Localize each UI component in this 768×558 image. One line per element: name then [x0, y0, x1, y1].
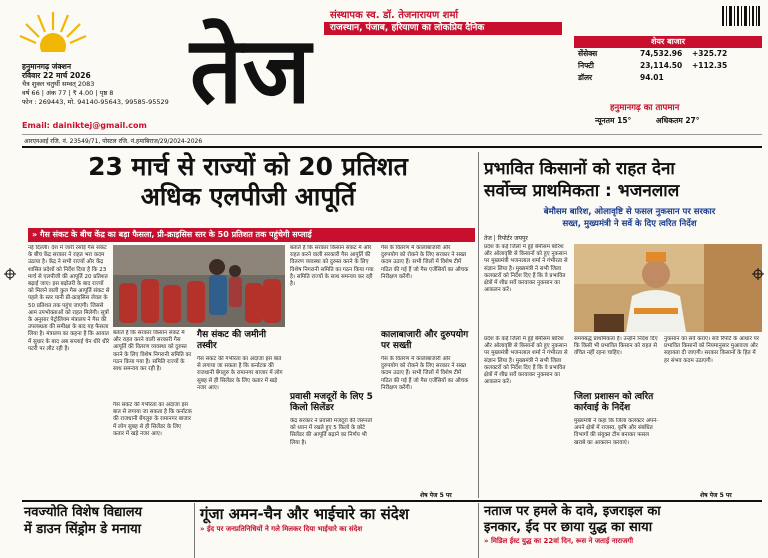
market-label: निफ्टी — [578, 61, 594, 70]
bottom-story-3 — [484, 504, 764, 546]
lead-headline — [28, 152, 468, 212]
lpg-cylinders-photo — [113, 245, 285, 327]
bottom-story-3-strap: » मिडिल ईस्ट युद्ध का 22वां दिन, रूस ने जताई नाराजगी — [484, 537, 634, 545]
story2-column-2: समयबद्ध प्राथमिकता है। उन्होंने निर्देश दिए कि किसी भी प्रभावित किसान को राहत से वंचित नहीं रहना चाहिए। — [574, 336, 658, 357]
temp-min: न्यूनतम 15° — [595, 116, 632, 125]
story2-strap-2: सख्त, मुख्यमंत्री ने सर्वे के दिए त्वरित निर्देश — [562, 219, 697, 229]
story2-column-2b: मुख्यमंत्री ने कहा कि जिला कलक्टर अपने-अपने क्षेत्रों में राजस्व, कृषि और संबंधित विभागों की संयुक्त टीम बनाकर फसल खराबे का आकलन करवाएं। — [574, 418, 659, 446]
bottom-story-2-headline: गूंजा अमन-चैन और भाईचारे का संदेश — [200, 505, 409, 523]
bottom-story-2 — [200, 504, 475, 534]
lead-headline-line-2: अधिक एलपीजी आपूर्ति — [140, 182, 356, 211]
temperature-box — [595, 116, 745, 127]
sub-headline-migrant: प्रवासी मजदूरों के लिए 5 किलो सिलेंडर — [290, 392, 373, 413]
photo-caption: गैस संकट की जमीनी तस्वीर — [197, 330, 267, 351]
story2-headline-line-2: सर्वोच्च प्राथमिकता : भजनलाल — [484, 181, 680, 201]
bottom-story-1 — [24, 504, 189, 538]
chief-minister-photo — [574, 244, 762, 332]
founder-line: संस्थापक स्व. डॉ. तेजनारायण शर्मा — [330, 10, 459, 21]
story2-strap — [497, 206, 762, 230]
lead-column-5b: गैस के वितरण में कालाबाजारी और दुरुपयोग को रोकने के लिए सरकार ने सख्त कदम उठाए हैं। सभी जिलों में विशेष टीमें गठित की गई हैं जो गैस एजेंसियों का औचक निरीक्षण करेंगी। — [381, 356, 469, 391]
barcode-icon — [722, 6, 760, 26]
lead-column-2b: बताते हैं कि सरकार किसान संकट में और राहत करने वाली सरकारी गैस आपूर्ति की वितरण व्यवस्था को दुरुस्त करने के लिए विशेष निगरानी समिति का गठन किया गया है। समिति राज्यों के साथ समन्वय कर रही है। — [113, 330, 192, 373]
lead-headline-line-1: 23 मार्च से राज्यों को 20 प्रतिशत — [88, 152, 408, 181]
edition: हनुमानगढ़ जंक्शन — [22, 62, 71, 71]
market-title: शेयर बाजार — [574, 36, 762, 48]
market-rows — [574, 48, 762, 84]
story2-subhead: जिला प्रशासन को त्वरित कार्रवाई के निर्देश — [574, 392, 654, 413]
lead-column-4b: केंद्र सरकार ने प्रवासी मजदूरों की जरूरतों को ध्यान में रखते हुए 5 किलो के छोटे सिलेंडर की आपूर्ति बढ़ाने का निर्णय भी लिया है। — [290, 418, 373, 446]
date-line: रविवार 22 मार्च 2026 — [22, 71, 91, 80]
phone-info: फोन : 269443, मो. 94140-95643, 99585-95529 — [22, 98, 169, 106]
temperature-title: हनुमानगढ़ का तापमान — [610, 103, 680, 113]
lead-column-4: बताते हैं कि सरकार किसान संकट में और राहत करने वाली सरकारी गैस आपूर्ति की वितरण व्यवस्था को दुरुस्त करने के लिए विशेष निगरानी समिति का गठन किया गया है। समिति राज्यों के साथ समन्वय कर रही है। — [290, 245, 374, 288]
market-row — [574, 60, 762, 72]
sun-logo-icon — [18, 10, 88, 52]
lead-continued: शेष पेज 5 पर — [420, 492, 452, 499]
email-info: Email: dainiktej@gmail.com — [22, 121, 147, 130]
lead-column-1: नई दिल्ली। देश में जारी रसोई गैस संकट के बीच केंद्र सरकार ने राहत भरा कदम उठाया है। केंद्र ने सभी राज्यों और केंद्र शासित प्रदेशों को निर्देश दिया है कि 23 मार्च से एलपीजी की आपूर्ति 20 प्रतिशत बढ़ाई जाए। इस बढ़ोतरी के बाद राज्यों को मिलने वाली कुल गैस आपूर्ति संकट से पहले के स्तर यानी प्री-क्राइसिस लेवल के 50 प्रतिशत तक पहुंच जाएगी। जिससे आम उपभोक्ताओं को राहत मिलेगी। सूत्रों के अनुसार पेट्रोलियम मंत्रालय ने गैस की उपलब्धता की समीक्षा के बाद यह फैसला लिया है। मंत्रालय का कहना है कि आयात में सुधार के बाद अब सप्लाई चेन धीरे धीरे पटरी पर लौट रही है। — [28, 245, 110, 352]
market-value: 23,114.50 — [640, 61, 683, 70]
masthead-info — [22, 62, 182, 107]
bottom-story-3-line-1: नताज पर हमले के दावे, इजराइल का — [484, 504, 661, 519]
bottom-story-3-line-2: इनकार, ईद पर छाया युद्ध का साया — [484, 520, 653, 535]
newspaper-logo: तेज — [190, 16, 311, 124]
registration-line: आरएनआई रजि. नं. 23549/71, पोस्टल रजि. नं.हमाबिराज/29/2024-2026 — [24, 138, 203, 145]
registration-mark-icon — [752, 268, 764, 280]
story2-continued: शेष पेज 5 पर — [700, 492, 732, 499]
story2-column-1b: प्रदेश के कई जिलों में हुई बेमौसम बारिश और ओलावृष्टि से किसानों को हुए नुकसान पर मुख्यमंत्री भजनलाल शर्मा ने गंभीरता से संज्ञान लिया है। मुख्यमंत्री ने सभी जिला कलक्टरों को निर्देश दिए हैं कि वे प्रभावित क्षेत्रों में शीघ्र सर्वे करवाकर नुकसान का आकलन करें। — [484, 336, 568, 386]
temp-max: अधिकतम 27° — [655, 116, 700, 125]
market-label: सेंसेक्स — [578, 49, 598, 58]
lead-column-2c: गैस संकट की गंभीरता का अंदाजा इस बात से लगाया जा सकता है कि कर्नाटक की राजधानी बेंगलुरु के रामानगर बाजार में लोग सुबह से ही सिलेंडर के लिए कतार में खड़े नजर आए। — [113, 402, 192, 437]
story2-headline-line-1: प्रभावित किसानों को राहत देना — [484, 159, 675, 179]
lead-column-5: गैस के वितरण में कालाबाजारी और दुरुपयोग को रोकने के लिए सरकार ने सख्त कदम उठाए हैं। सभी जिलों में विशेष टीमें गठित की गई हैं जो गैस एजेंसियों का औचक निरीक्षण करेंगी। — [381, 245, 469, 280]
market-box — [574, 36, 762, 94]
issue-info: वर्ष 66 | अंक 77 | ₹ 4.00 | पृष्ठ 8 — [22, 89, 114, 97]
market-change: +112.35 — [692, 61, 728, 70]
market-row — [574, 48, 762, 60]
registration-mark-icon — [4, 268, 16, 280]
story2-strap-1: बेमौसम बारिश, ओलावृष्टि से फसल नुकसान पर सरकार — [543, 207, 716, 217]
lead-column-3: गैस संकट की गंभीरता का अंदाजा इस बात से लगाया जा सकता है कि कर्नाटक की राजधानी बेंगलुरु के रामानगर बाजार में लोग सुबह से ही सिलेंडर के लिए कतार में खड़े नजर आए। — [197, 356, 283, 391]
panchang: चैत्र शुक्ल चतुर्थी सम्वत् 2083 — [22, 80, 95, 88]
market-row — [574, 72, 762, 84]
market-value: 94.01 — [640, 73, 664, 82]
story2-column-1: प्रदेश के कई जिलों में हुई बेमौसम बारिश और ओलावृष्टि से किसानों को हुए नुकसान पर मुख्यमंत्री भजनलाल शर्मा ने गंभीरता से संज्ञान लिया है। मुख्यमंत्री ने सभी जिला कलक्टरों को निर्देश दिए हैं कि वे प्रभावित क्षेत्रों में शीघ्र सर्वे करवाकर नुकसान का आकलन करें। — [484, 244, 568, 294]
story2-headline — [484, 158, 764, 202]
story2-column-3: नुकसान का सर्वे कराएं। सर्वे रिपोर्ट के आधार पर प्रभावित किसानों को नियमानुसार मुआवजा और सहायता दी जाएगी। सरकार किसानों के हित में हर संभव कदम उठाएगी। — [664, 336, 759, 364]
sub-headline-blackmarket: कालाबाजारी और दुरुपयोग पर सख्ती — [381, 330, 469, 351]
lead-strap: » गैस संकट के बीच केंद्र का बड़ा फैसला, प्री-क्राइसिस स्तर के 50 प्रतिशत तक पहुंचेगी सप्लाई — [28, 228, 475, 242]
market-label: डॉलर — [578, 73, 593, 82]
tagline: राजस्थान, पंजाब, हरियाणा का लोकप्रिय दैनिक — [324, 22, 562, 35]
bottom-story-1-line-1: नवज्योति विशेष विद्यालय — [24, 505, 143, 520]
bottom-story-1-line-2: में डाउन सिंड्रोम डे मनाया — [24, 522, 142, 537]
bottom-story-2-strap: » ईद पर जनप्रतिनिधियों ने गले मिलकर दिया भाईचारे का संदेश — [200, 525, 363, 533]
market-change: +325.72 — [692, 49, 728, 58]
story2-byline: तेज | रिपोर्टर जयपुर — [484, 235, 528, 242]
market-value: 74,532.96 — [640, 49, 683, 58]
